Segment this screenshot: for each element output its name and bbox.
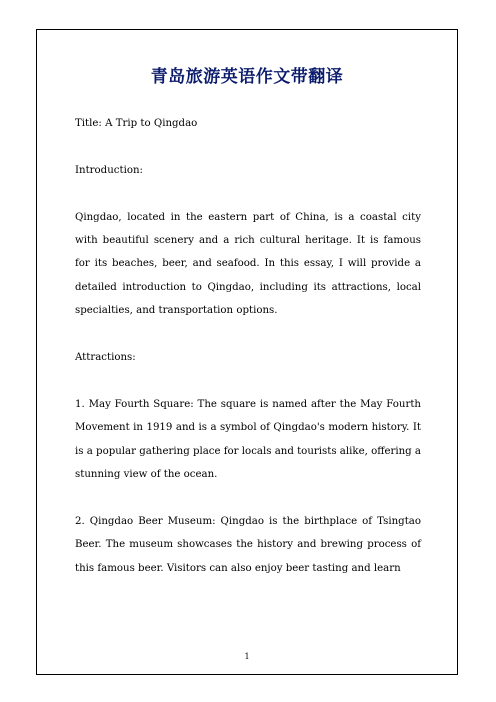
document-body xyxy=(75,112,421,580)
document-title: 青岛旅游英语作文带翻译 xyxy=(150,67,344,87)
page-number: 1 xyxy=(244,652,250,661)
section-heading-introduction: Introduction: xyxy=(75,164,143,176)
section-heading-attractions: Attractions: xyxy=(75,352,136,364)
attraction-item-1: 1. May Fourth Square: The square is named after the May Fourth Movement in 1919 and is a symbol of Qingdao's modern history. It is a popular gathering place for locals and tourists alike, offering a stunning view of the ocean. xyxy=(75,398,421,481)
attraction-item-2: 2. Qingdao Beer Museum: Qingdao is the birthplace of Tsingtao Beer. The museum showcases the history and brewing process of this famous beer. Visitors can also enjoy beer tasting and learn xyxy=(75,515,421,574)
introduction-paragraph: Qingdao, located in the eastern part of China, is a coastal city with beautiful scenery and a rich cultural heritage. It is famous for its beaches, beer, and seafood. In this essay, I will provide a detailed introduction to Qingdao, including its attractions, local specialties, and transportation options. xyxy=(75,211,421,317)
essay-title: Title: A Trip to Qingdao xyxy=(75,118,198,129)
